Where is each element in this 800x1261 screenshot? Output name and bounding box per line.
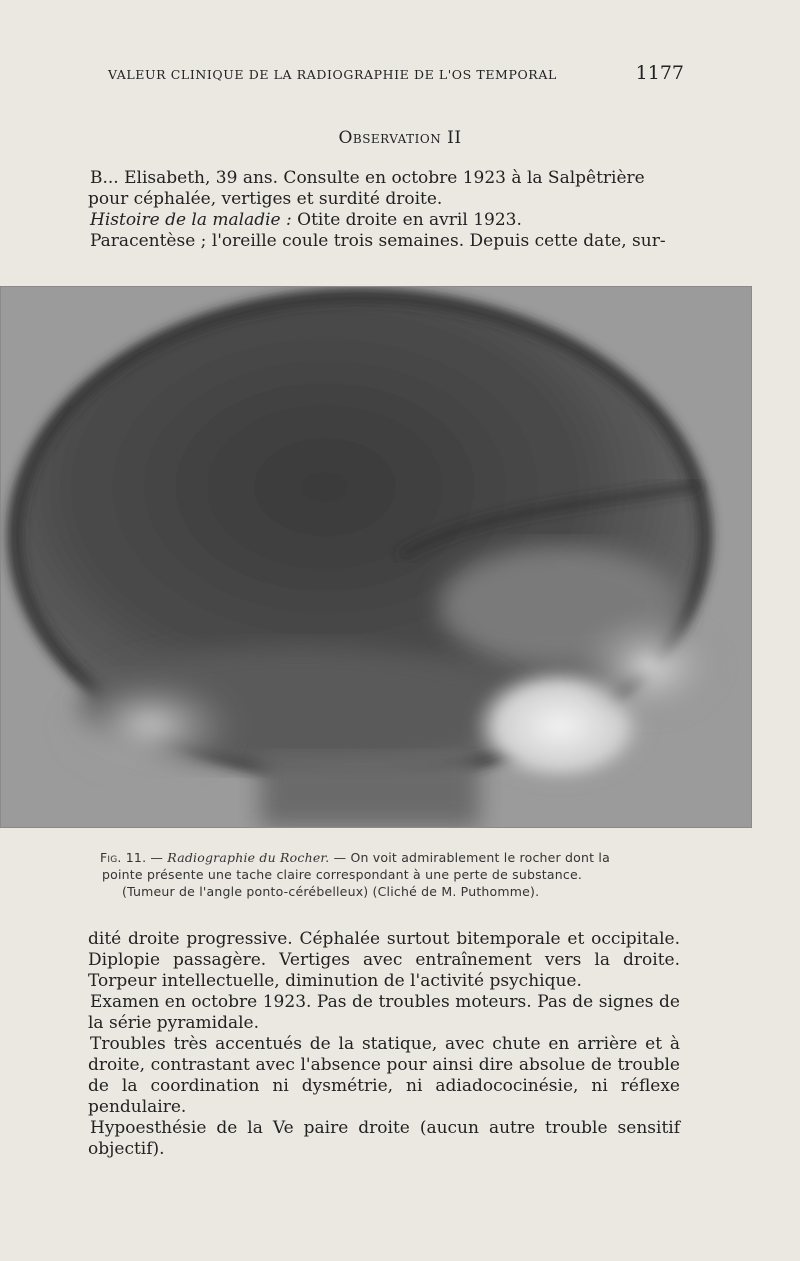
running-title: VALEUR CLINIQUE DE LA RADIOGRAPHIE DE L'OS TEMPORAL bbox=[108, 67, 557, 82]
paragraph-paracentese: Paracentèse ; l'oreille coule trois semaines. Depuis cette date, sur- bbox=[90, 231, 666, 251]
caption-line1-rest: — On voit admirablement le rocher dont la bbox=[329, 850, 610, 865]
radiograph-figure bbox=[0, 286, 752, 828]
caption-title: Radiographie du Rocher. bbox=[167, 850, 330, 865]
caption-label: Fig. 11. bbox=[100, 850, 147, 865]
history-label: Histoire de la maladie : bbox=[90, 210, 292, 230]
paragraph-patient-line2: pour céphalée, vertiges et surdité droite. bbox=[88, 189, 443, 209]
paragraph-statique: Troubles très accentués de la statique, avec chute en arrière et à droite, contrastant avec l'absence pour ainsi dire absolue de trouble de la coordination ni dysmétrie, ni adiadococinésie, ni réflexe pendulaire. bbox=[88, 1034, 680, 1117]
paragraph-symptoms: dité droite progressive. Céphalée surtout bitemporale et occipitale. Diplopie passagère. Vertiges avec entraînement vers la droite. Torpeur intellectuelle, diminution de l'activité psychique. bbox=[88, 929, 680, 991]
paragraph-history bbox=[88, 210, 680, 231]
observation-title: Observation II bbox=[338, 128, 462, 148]
bottom-text-block bbox=[88, 929, 680, 1160]
history-text: Otite droite en avril 1923. bbox=[291, 210, 522, 230]
paragraph-hypoesthesie: Hypoesthésie de la Ve paire droite (aucun autre trouble sensitif objectif). bbox=[88, 1118, 680, 1159]
caption-line1: Fig. 11. — Radiographie du Rocher. — On voit admirablement le rocher dont la bbox=[100, 850, 610, 865]
caption-line3: (Tumeur de l'angle ponto-cérébelleux) (Cliché de M. Puthomme). bbox=[122, 884, 540, 899]
top-text-block bbox=[88, 168, 680, 252]
paragraph-examen: Examen en octobre 1923. Pas de troubles moteurs. Pas de signes de la série pyramidale. bbox=[88, 992, 680, 1033]
paragraph-patient-line1: B... Elisabeth, 39 ans. Consulte en octobre 1923 à la Salpêtrière bbox=[90, 168, 645, 188]
figure-caption bbox=[100, 849, 700, 900]
running-header bbox=[108, 62, 684, 84]
page-number: 1177 bbox=[635, 62, 684, 84]
radiograph-image bbox=[0, 286, 752, 828]
caption-line2: pointe présente une tache claire correspondant à une perte de substance. bbox=[102, 867, 583, 882]
